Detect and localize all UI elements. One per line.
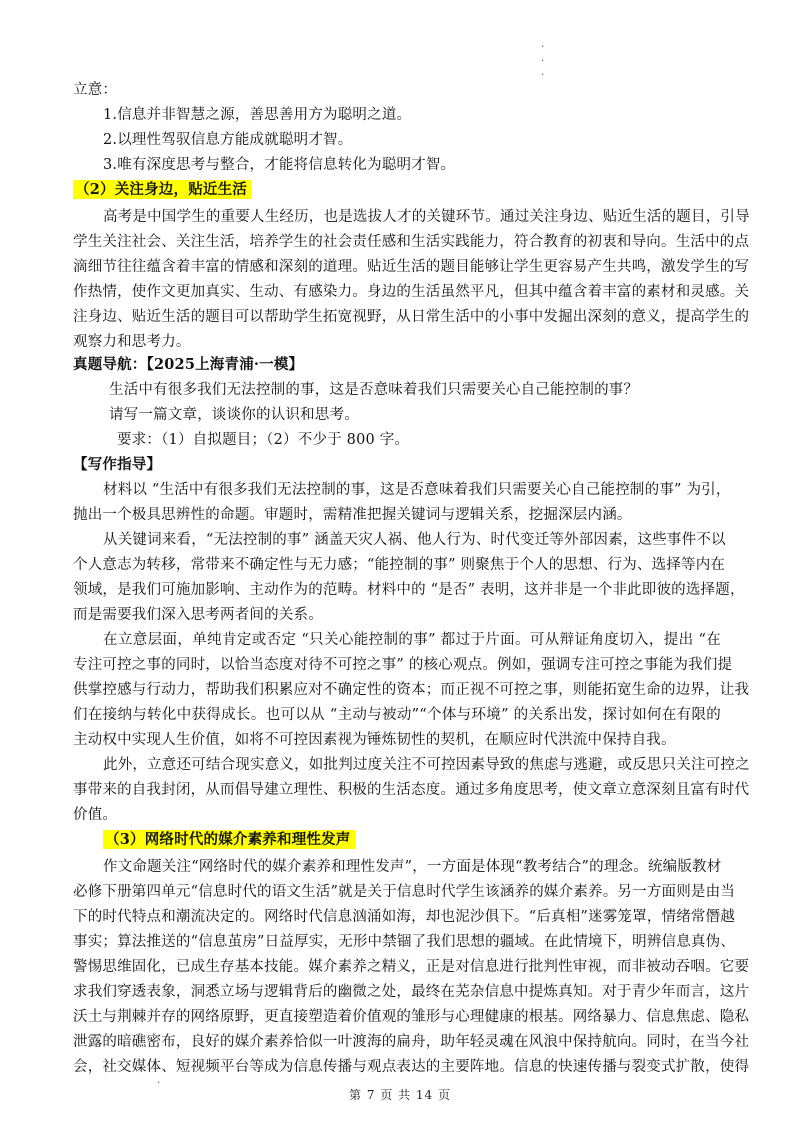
section-heading-text: （3）网络时代的媒介素养和理性发声 — [103, 830, 355, 849]
section-heading — [73, 180, 251, 200]
exam-label: 真题导航：【2025上海青浦·一模】 — [73, 356, 304, 373]
bottom-mark: · — [157, 1078, 161, 1089]
paragraph-line: 必修下册第四单元“信息时代的语文生活”就是关于信息时代学生该涵养的媒介素养。另一方面则是由当 — [73, 884, 736, 900]
paragraph-line: 材料以 “生活中有很多我们无法控制的事，这是否意味着我们只需要关心自己能控制的事” 为引， — [103, 482, 731, 498]
paragraph-line: 会，社交媒体、短视频平台等成为信息传播与观点表达的主要阵地。信息的快速传播与裂变式扩散，使得 — [73, 1059, 750, 1075]
paragraph-line: 专注可控之事的同时，以恰当态度对待不可控之事” 的核心观点。例如，强调专注可控之事能为我们提 — [73, 657, 733, 673]
section-heading-text: （2）关注身边，贴近生活 — [73, 180, 251, 199]
paragraph-line: 供掌控感与行动力，帮助我们积累应对不确定性的资本；而正视不可控之事，则能拓宽生命的边界，让我 — [73, 682, 750, 698]
paragraph-line: 而是需要我们深入思考两者间的关系。 — [73, 607, 323, 623]
paragraph-line: 此外，立意还可结合现实意义，如批判过度关注不可控因素导致的焦虑与逃避，或反思只关注可控之 — [103, 757, 750, 773]
guide-heading: 【写作指导】 — [73, 456, 162, 473]
section-heading — [103, 830, 355, 850]
paragraph-line: 泄露的暗礁密布，良好的媒介素养恰似一叶渡海的扁舟，助年轻灵魂在风浪中保持航向。同时，在当今社 — [73, 1034, 750, 1050]
exam-prompt: 生活中有很多我们无法控制的事，这是否意味着我们只需要关心自己能控制的事？ — [109, 382, 639, 398]
paragraph-line: 抛出一个极具思辨性的命题。审题时，需精准把握关键词与逻辑关系，挖掘深层内涵。 — [73, 507, 632, 523]
paragraph-line: 们在接纳与转化中获得成长。也可以从 “主动与被动”“个体与环境” 的关系出发，探讨如何在有限的 — [73, 707, 721, 723]
paragraph-line: 价值。 — [73, 807, 118, 823]
paragraph-line: 作热情，使作文更加真实、生动、有感染力。身边的生活虽然平凡，但其中蕴含着丰富的素材和灵感。关 — [73, 284, 750, 300]
paragraph-line: 作文命题关注“网络时代的媒介素养和理性发声”，一方面是体现“教考结合”的理念。统编版教材 — [103, 859, 722, 875]
paragraph-line: 主动权中实现人生价值，如将不可控因素视为锤炼韧性的契机，在顺应时代洪流中保持自我。 — [73, 732, 676, 748]
paragraph-line: 求我们穿透表象，洞悉立场与逻辑背后的幽微之处，最终在芜杂信息中提炼真知。对于青少年而言，这片 — [73, 984, 750, 1000]
note-item: 1.信息并非智慧之源，善思善用方为聪明之道。 — [103, 107, 412, 123]
paragraph-line: 在立意层面，单纯肯定或否定 “只关心能控制的事” 都过于片面。可从辩证角度切入，提出 “在 — [103, 632, 721, 648]
note-item: 2.以理性驾驭信息方能成就聪明才智。 — [103, 132, 353, 148]
paragraph-line: 高考是中国学生的重要人生经历，也是选拔人才的关键环节。通过关注身边、贴近生活的题目，引导 — [103, 209, 750, 225]
paragraph-line: 沃土与荆棘并存的网络原野，更直接塑造着价值观的雏形与心理健康的根基。网络暴力、信息焦虑、隐私 — [73, 1009, 750, 1025]
paragraph-line: 警惕思维固化，已成生存基本技能。媒介素养之精义，正是对信息进行批判性审视，而非被动吞咽。它要 — [73, 959, 750, 975]
page-footer: 第 7 页 共 14 页 — [349, 1088, 451, 1102]
paragraph-line: 个人意志为转移，常带来不确定性与无力感；“能控制的事” 则聚焦于个人的思想、行为、选择等内在 — [73, 557, 726, 573]
paragraph-line: 事带来的自我封闭，从而倡导建立理性、积极的生活态度。通过多角度思考，使文章立意深刻且富有时代 — [73, 782, 750, 798]
header-dots: . . . — [541, 39, 545, 78]
note-title: 立意： — [73, 82, 118, 98]
exam-instruction: 请写一篇文章，谈谈你的认识和思考。 — [109, 407, 359, 423]
paragraph-line: 注身边、贴近生活的题目可以帮助学生拓宽视野，从日常生活中的小事中发掘出深刻的意义，提高学生的 — [73, 309, 750, 325]
note-item: 3.唯有深度思考与整合，才能将信息转化为聪明才智。 — [103, 157, 456, 173]
paragraph-line: 下的时代特点和潮流决定的。网络时代信息汹涌如海，却也泥沙俱下。“后真相”迷雾笼罩，情绪常僭越 — [73, 909, 736, 925]
paragraph-line: 从关键词来看，“无法控制的事” 涵盖天灾人祸、他人行为、时代变迁等外部因素，这些事件不以 — [103, 532, 726, 548]
paragraph-line: 滴细节往往蕴含着丰富的情感和深刻的道理。贴近生活的题目能够让学生更容易产生共鸣，激发学生的写 — [73, 259, 750, 275]
exam-requirement: 要求：（1）自拟题目；（2）不少于 800 字。 — [117, 432, 410, 448]
paragraph-line: 事实；算法推送的“信息茧房”日益厚实，无形中禁锢了我们思想的疆域。在此情境下，明辨信息真伪、 — [73, 934, 736, 950]
paragraph-line: 学生关注社会、关注生活，培养学生的社会责任感和生活实践能力，符合教育的初衷和导向。生活中的点 — [73, 234, 750, 250]
paragraph-line: 领域，是我们可施加影响、主动作为的范畴。材料中的 “是否” 表明，这并非是一个非此即彼的选择题， — [73, 582, 745, 598]
paragraph-line: 观察力和思考力。 — [73, 334, 191, 350]
